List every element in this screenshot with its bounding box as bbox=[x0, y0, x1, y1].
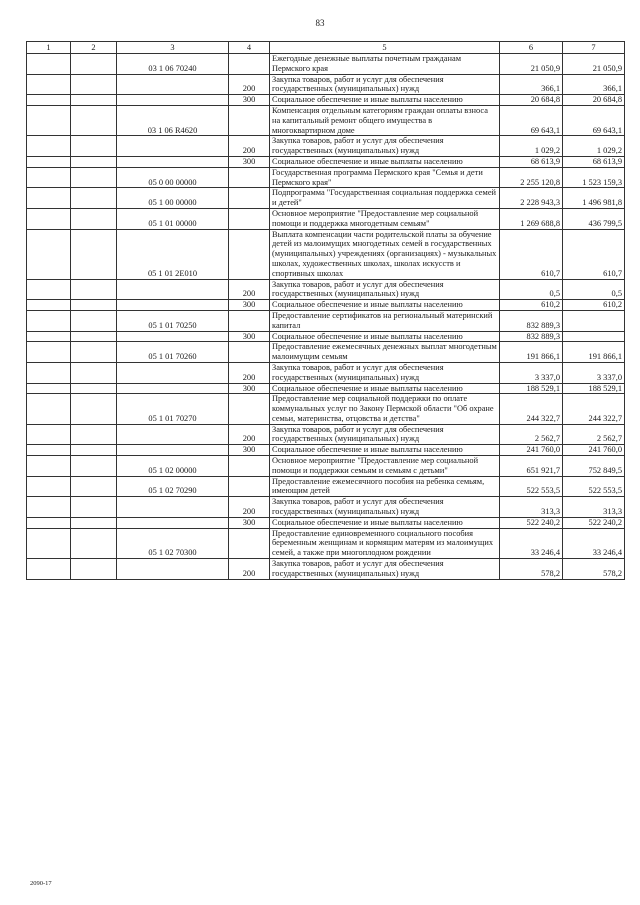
cell-col2 bbox=[71, 383, 117, 394]
cell-amount-7: 191 866,1 bbox=[563, 342, 625, 363]
cell-expense-type bbox=[229, 456, 270, 477]
cell-description: Социальное обеспечение и иные выплаты населению bbox=[270, 300, 500, 311]
cell-description: Социальное обеспечение и иные выплаты населению bbox=[270, 383, 500, 394]
cell-description: Закупка товаров, работ и услуг для обеспечения государственных (муниципальных) нужд bbox=[270, 559, 500, 580]
cell-classification-code: 05 1 00 00000 bbox=[117, 188, 229, 209]
cell-col2 bbox=[71, 54, 117, 75]
cell-col1 bbox=[27, 517, 71, 528]
page-number: 83 bbox=[315, 18, 325, 28]
table-row bbox=[27, 424, 625, 445]
col-header-1: 1 bbox=[27, 42, 71, 54]
cell-amount-7: 610,7 bbox=[563, 229, 625, 279]
cell-classification-code bbox=[117, 517, 229, 528]
cell-expense-type: 200 bbox=[229, 559, 270, 580]
cell-classification-code: 05 0 00 00000 bbox=[117, 167, 229, 188]
cell-col2 bbox=[71, 188, 117, 209]
cell-expense-type bbox=[229, 54, 270, 75]
cell-amount-7: 188 529,1 bbox=[563, 383, 625, 394]
cell-amount-6: 610,7 bbox=[500, 229, 563, 279]
cell-description: Закупка товаров, работ и услуг для обеспечения государственных (муниципальных) нужд bbox=[270, 136, 500, 157]
cell-amount-6: 244 322,7 bbox=[500, 394, 563, 424]
cell-description: Закупка товаров, работ и услуг для обеспечения государственных (муниципальных) нужд bbox=[270, 497, 500, 518]
cell-classification-code: 05 1 02 70290 bbox=[117, 476, 229, 497]
table-row bbox=[27, 476, 625, 497]
cell-classification-code bbox=[117, 136, 229, 157]
cell-col1 bbox=[27, 167, 71, 188]
header-row bbox=[27, 42, 625, 54]
table-row bbox=[27, 445, 625, 456]
cell-expense-type bbox=[229, 310, 270, 331]
cell-amount-6: 33 246,4 bbox=[500, 528, 563, 558]
cell-expense-type: 200 bbox=[229, 497, 270, 518]
cell-col2 bbox=[71, 528, 117, 558]
cell-amount-7: 313,3 bbox=[563, 497, 625, 518]
table-row bbox=[27, 229, 625, 279]
cell-description: Предоставление единовременного социального пособия беременным женщинам и кормящим матерям из малоимущих семей, а также при многоплодном рождении bbox=[270, 528, 500, 558]
cell-col1 bbox=[27, 188, 71, 209]
cell-col2 bbox=[71, 136, 117, 157]
cell-amount-7: 3 337,0 bbox=[563, 362, 625, 383]
cell-classification-code bbox=[117, 74, 229, 95]
cell-col2 bbox=[71, 497, 117, 518]
cell-amount-7: 522 240,2 bbox=[563, 517, 625, 528]
cell-amount-7: 436 799,5 bbox=[563, 208, 625, 229]
table-row bbox=[27, 331, 625, 342]
footer-code: 2090-17 bbox=[30, 880, 52, 887]
cell-amount-7: 522 553,5 bbox=[563, 476, 625, 497]
cell-amount-7: 21 050,9 bbox=[563, 54, 625, 75]
cell-expense-type: 300 bbox=[229, 331, 270, 342]
cell-col2 bbox=[71, 517, 117, 528]
cell-col2 bbox=[71, 95, 117, 106]
cell-expense-type bbox=[229, 208, 270, 229]
cell-col2 bbox=[71, 300, 117, 311]
cell-description: Социальное обеспечение и иные выплаты населению bbox=[270, 517, 500, 528]
cell-col2 bbox=[71, 167, 117, 188]
cell-amount-6: 832 889,3 bbox=[500, 310, 563, 331]
cell-classification-code: 03 1 06 70240 bbox=[117, 54, 229, 75]
cell-description: Подпрограмма "Государственная социальная поддержка семей и детей" bbox=[270, 188, 500, 209]
cell-description: Основное мероприятие "Предоставление мер социальной помощи и поддержки семьям и семьям с детьми" bbox=[270, 456, 500, 477]
cell-amount-6: 522 553,5 bbox=[500, 476, 563, 497]
cell-col2 bbox=[71, 342, 117, 363]
cell-col1 bbox=[27, 54, 71, 75]
budget-table bbox=[26, 41, 625, 580]
cell-description: Социальное обеспечение и иные выплаты населению bbox=[270, 331, 500, 342]
cell-amount-7 bbox=[563, 331, 625, 342]
cell-col2 bbox=[71, 424, 117, 445]
cell-col2 bbox=[71, 445, 117, 456]
cell-expense-type: 300 bbox=[229, 517, 270, 528]
cell-expense-type bbox=[229, 188, 270, 209]
col-header-3: 3 bbox=[117, 42, 229, 54]
cell-amount-6: 366,1 bbox=[500, 74, 563, 95]
cell-classification-code: 05 1 01 70270 bbox=[117, 394, 229, 424]
cell-description: Закупка товаров, работ и услуг для обеспечения государственных (муниципальных) нужд bbox=[270, 74, 500, 95]
cell-amount-6: 1 269 688,8 bbox=[500, 208, 563, 229]
cell-description: Закупка товаров, работ и услуг для обеспечения государственных (муниципальных) нужд bbox=[270, 362, 500, 383]
cell-col1 bbox=[27, 300, 71, 311]
cell-col2 bbox=[71, 331, 117, 342]
cell-amount-7: 752 849,5 bbox=[563, 456, 625, 477]
cell-description: Компенсация отдельным категориям граждан оплаты взноса на капитальный ремонт общего имущества в многоквартирном доме bbox=[270, 105, 500, 135]
cell-col2 bbox=[71, 394, 117, 424]
table-row bbox=[27, 394, 625, 424]
cell-description: Основное мероприятие "Предоставление мер социальной помощи и поддержка многодетным семьям" bbox=[270, 208, 500, 229]
cell-amount-6: 1 029,2 bbox=[500, 136, 563, 157]
cell-classification-code bbox=[117, 279, 229, 300]
cell-amount-6: 2 562,7 bbox=[500, 424, 563, 445]
cell-col1 bbox=[27, 105, 71, 135]
table-row bbox=[27, 300, 625, 311]
cell-amount-6: 241 760,0 bbox=[500, 445, 563, 456]
table-row bbox=[27, 167, 625, 188]
cell-col1 bbox=[27, 383, 71, 394]
cell-amount-6: 0,5 bbox=[500, 279, 563, 300]
cell-amount-6: 2 228 943,3 bbox=[500, 188, 563, 209]
cell-description: Предоставление сертификатов на региональный материнский капитал bbox=[270, 310, 500, 331]
col-header-4: 4 bbox=[229, 42, 270, 54]
table-row bbox=[27, 559, 625, 580]
cell-expense-type: 300 bbox=[229, 156, 270, 167]
cell-classification-code: 05 1 01 00000 bbox=[117, 208, 229, 229]
table-row bbox=[27, 208, 625, 229]
cell-col1 bbox=[27, 229, 71, 279]
table-row bbox=[27, 105, 625, 135]
cell-description: Предоставление мер социальной поддержки по оплате коммунальных услуг по Закону Пермской области "Об охране семьи, материнства, отцовства и детства" bbox=[270, 394, 500, 424]
cell-col1 bbox=[27, 362, 71, 383]
cell-col2 bbox=[71, 74, 117, 95]
cell-expense-type bbox=[229, 476, 270, 497]
cell-amount-7: 244 322,7 bbox=[563, 394, 625, 424]
cell-description: Предоставление ежемесячных денежных выплат многодетным малоимущим семьям bbox=[270, 342, 500, 363]
cell-expense-type: 300 bbox=[229, 445, 270, 456]
cell-classification-code bbox=[117, 300, 229, 311]
cell-col1 bbox=[27, 559, 71, 580]
cell-col2 bbox=[71, 229, 117, 279]
table-row bbox=[27, 156, 625, 167]
cell-expense-type bbox=[229, 528, 270, 558]
cell-amount-6: 651 921,7 bbox=[500, 456, 563, 477]
cell-col1 bbox=[27, 424, 71, 445]
cell-amount-7: 68 613,9 bbox=[563, 156, 625, 167]
cell-classification-code: 05 1 01 70260 bbox=[117, 342, 229, 363]
cell-amount-6: 610,2 bbox=[500, 300, 563, 311]
cell-expense-type bbox=[229, 342, 270, 363]
cell-col1 bbox=[27, 394, 71, 424]
cell-amount-7: 578,2 bbox=[563, 559, 625, 580]
table-row bbox=[27, 136, 625, 157]
table-row bbox=[27, 188, 625, 209]
cell-col2 bbox=[71, 476, 117, 497]
cell-description: Государственная программа Пермского края "Семья и дети Пермского края" bbox=[270, 167, 500, 188]
cell-col2 bbox=[71, 208, 117, 229]
cell-col2 bbox=[71, 279, 117, 300]
table-row bbox=[27, 456, 625, 477]
cell-col1 bbox=[27, 528, 71, 558]
cell-amount-7: 241 760,0 bbox=[563, 445, 625, 456]
table-row bbox=[27, 54, 625, 75]
cell-amount-6: 522 240,2 bbox=[500, 517, 563, 528]
cell-amount-7: 2 562,7 bbox=[563, 424, 625, 445]
table-row bbox=[27, 279, 625, 300]
cell-expense-type bbox=[229, 394, 270, 424]
table-row bbox=[27, 383, 625, 394]
cell-amount-6: 21 050,9 bbox=[500, 54, 563, 75]
cell-col1 bbox=[27, 331, 71, 342]
table-row bbox=[27, 74, 625, 95]
cell-description: Предоставление ежемесячного пособия на ребенка семьям, имеющим детей bbox=[270, 476, 500, 497]
cell-col1 bbox=[27, 136, 71, 157]
cell-col2 bbox=[71, 105, 117, 135]
table-row bbox=[27, 528, 625, 558]
cell-amount-6: 20 684,8 bbox=[500, 95, 563, 106]
cell-col1 bbox=[27, 279, 71, 300]
cell-classification-code bbox=[117, 383, 229, 394]
cell-amount-7: 366,1 bbox=[563, 74, 625, 95]
cell-classification-code bbox=[117, 156, 229, 167]
cell-description: Закупка товаров, работ и услуг для обеспечения государственных (муниципальных) нужд bbox=[270, 279, 500, 300]
cell-expense-type: 200 bbox=[229, 279, 270, 300]
cell-amount-6: 68 613,9 bbox=[500, 156, 563, 167]
cell-classification-code bbox=[117, 559, 229, 580]
cell-expense-type: 200 bbox=[229, 362, 270, 383]
cell-col2 bbox=[71, 156, 117, 167]
table-row bbox=[27, 95, 625, 106]
cell-amount-7: 69 643,1 bbox=[563, 105, 625, 135]
cell-amount-6: 3 337,0 bbox=[500, 362, 563, 383]
cell-amount-7: 1 523 159,3 bbox=[563, 167, 625, 188]
cell-classification-code: 03 1 06 R4620 bbox=[117, 105, 229, 135]
cell-classification-code: 05 1 02 00000 bbox=[117, 456, 229, 477]
table-row bbox=[27, 310, 625, 331]
cell-classification-code bbox=[117, 497, 229, 518]
table-row bbox=[27, 517, 625, 528]
cell-classification-code: 05 1 01 70250 bbox=[117, 310, 229, 331]
cell-description: Социальное обеспечение и иные выплаты населению bbox=[270, 445, 500, 456]
cell-col2 bbox=[71, 456, 117, 477]
cell-amount-6: 578,2 bbox=[500, 559, 563, 580]
cell-description: Ежегодные денежные выплаты почетным гражданам Пермского края bbox=[270, 54, 500, 75]
cell-col1 bbox=[27, 476, 71, 497]
table-row bbox=[27, 362, 625, 383]
col-header-2: 2 bbox=[71, 42, 117, 54]
cell-classification-code: 05 1 02 70300 bbox=[117, 528, 229, 558]
cell-amount-7: 1 496 981,8 bbox=[563, 188, 625, 209]
cell-expense-type: 200 bbox=[229, 74, 270, 95]
cell-col2 bbox=[71, 362, 117, 383]
cell-expense-type: 200 bbox=[229, 424, 270, 445]
cell-amount-6: 191 866,1 bbox=[500, 342, 563, 363]
table-row bbox=[27, 497, 625, 518]
cell-amount-6: 313,3 bbox=[500, 497, 563, 518]
cell-col1 bbox=[27, 445, 71, 456]
cell-expense-type bbox=[229, 229, 270, 279]
cell-classification-code bbox=[117, 424, 229, 445]
cell-amount-6: 832 889,3 bbox=[500, 331, 563, 342]
cell-amount-6: 69 643,1 bbox=[500, 105, 563, 135]
cell-col1 bbox=[27, 342, 71, 363]
cell-description: Социальное обеспечение и иные выплаты населению bbox=[270, 156, 500, 167]
cell-expense-type bbox=[229, 167, 270, 188]
cell-classification-code bbox=[117, 95, 229, 106]
cell-expense-type: 300 bbox=[229, 383, 270, 394]
cell-amount-7: 1 029,2 bbox=[563, 136, 625, 157]
cell-amount-6: 188 529,1 bbox=[500, 383, 563, 394]
cell-classification-code: 05 1 01 2E010 bbox=[117, 229, 229, 279]
cell-amount-7: 20 684,8 bbox=[563, 95, 625, 106]
cell-col1 bbox=[27, 456, 71, 477]
cell-amount-7: 610,2 bbox=[563, 300, 625, 311]
col-header-7: 7 bbox=[563, 42, 625, 54]
cell-col1 bbox=[27, 74, 71, 95]
table-row bbox=[27, 342, 625, 363]
cell-classification-code bbox=[117, 445, 229, 456]
col-header-5: 5 bbox=[270, 42, 500, 54]
cell-col1 bbox=[27, 497, 71, 518]
cell-col1 bbox=[27, 310, 71, 331]
cell-description: Социальное обеспечение и иные выплаты населению bbox=[270, 95, 500, 106]
col-header-6: 6 bbox=[500, 42, 563, 54]
cell-col2 bbox=[71, 310, 117, 331]
cell-description: Закупка товаров, работ и услуг для обеспечения государственных (муниципальных) нужд bbox=[270, 424, 500, 445]
cell-col2 bbox=[71, 559, 117, 580]
cell-expense-type: 300 bbox=[229, 95, 270, 106]
cell-description: Выплата компенсации части родительской платы за обучение детей из малоимущих многодетных семей в государственных (муниципальных) учреждениях (организациях) - музыкальных школах, художественных школах, школах искусств и спортивных школах bbox=[270, 229, 500, 279]
cell-col1 bbox=[27, 95, 71, 106]
cell-classification-code bbox=[117, 362, 229, 383]
cell-amount-7: 33 246,4 bbox=[563, 528, 625, 558]
cell-expense-type: 200 bbox=[229, 136, 270, 157]
cell-amount-6: 2 255 120,8 bbox=[500, 167, 563, 188]
cell-amount-7 bbox=[563, 310, 625, 331]
cell-amount-7: 0,5 bbox=[563, 279, 625, 300]
cell-expense-type bbox=[229, 105, 270, 135]
cell-expense-type: 300 bbox=[229, 300, 270, 311]
cell-col1 bbox=[27, 208, 71, 229]
cell-col1 bbox=[27, 156, 71, 167]
cell-classification-code bbox=[117, 331, 229, 342]
